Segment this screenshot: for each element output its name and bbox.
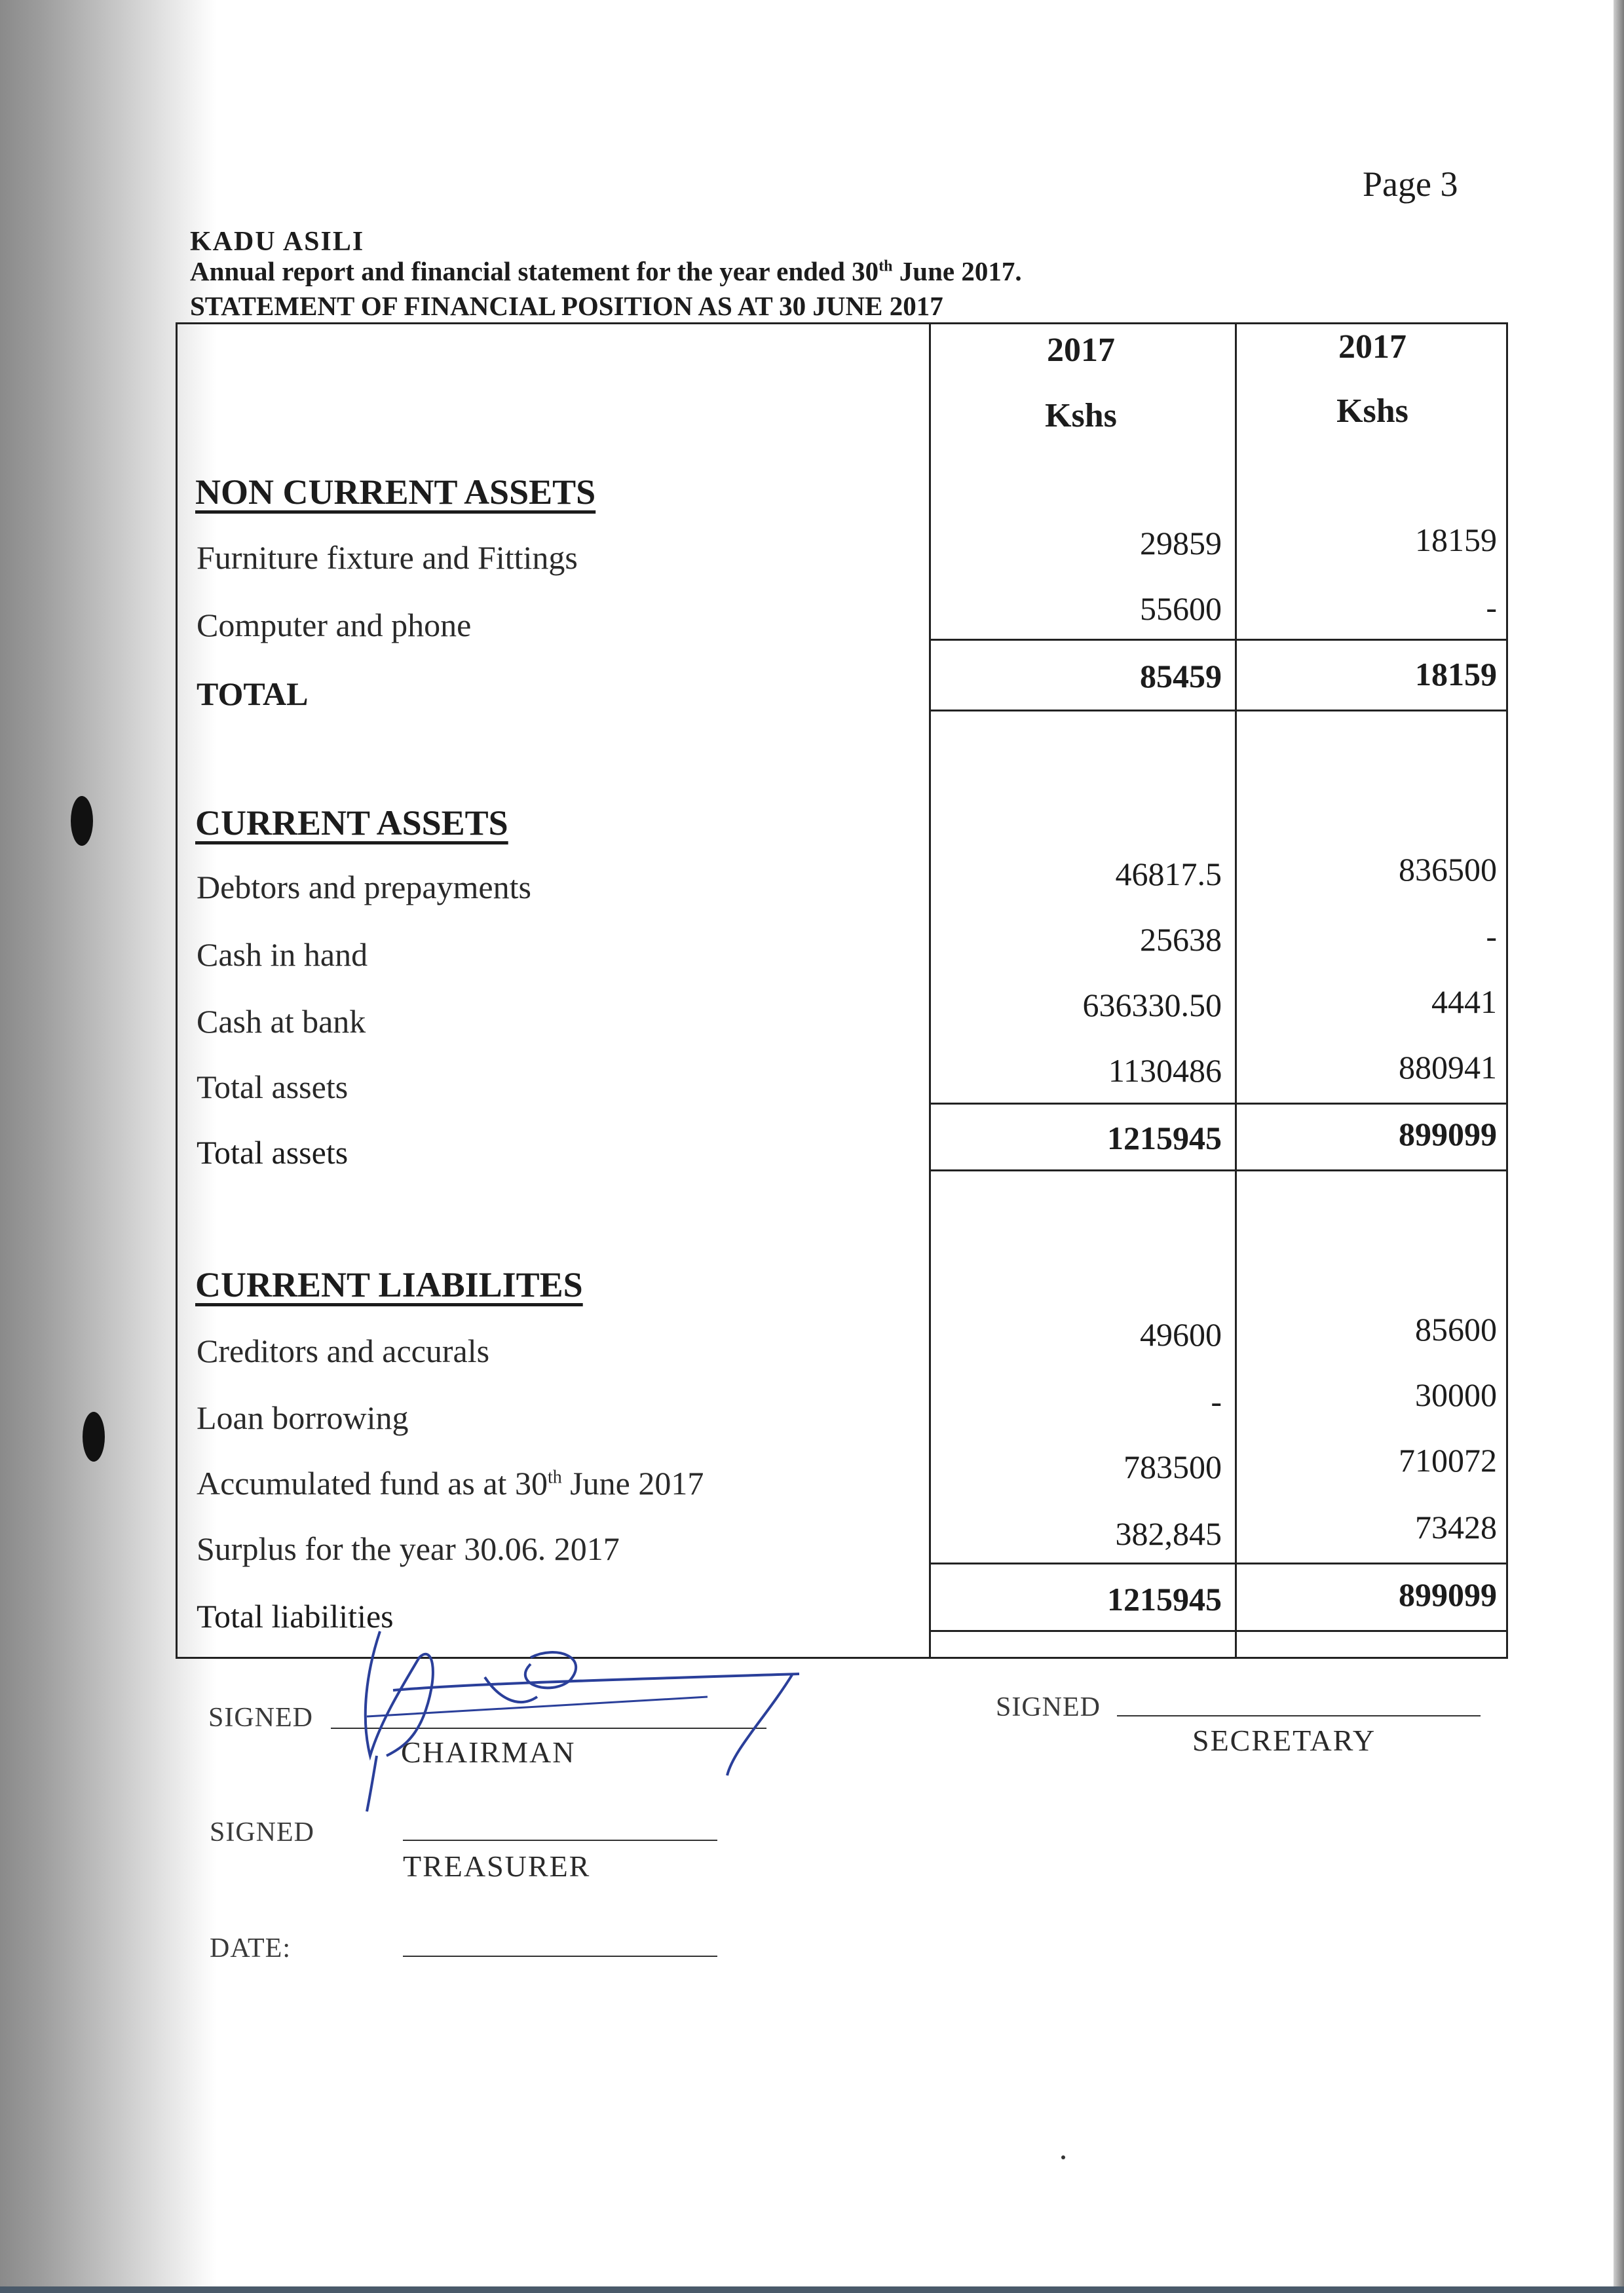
value-cell: 55600 bbox=[1140, 590, 1222, 627]
organization-name: KADU ASILI bbox=[190, 227, 365, 257]
column-year: 2017 bbox=[1047, 332, 1115, 369]
scan-edge bbox=[1614, 0, 1624, 2293]
column-divider bbox=[929, 322, 931, 1659]
section-heading: CURRENT LIABILITES bbox=[195, 1265, 583, 1304]
signed-label: SIGNED bbox=[208, 1703, 313, 1733]
column-unit: Kshs bbox=[1045, 397, 1117, 434]
row-label: Furniture fixture and Fittings bbox=[197, 539, 578, 576]
total-value: 18159 bbox=[1415, 656, 1497, 692]
section-heading: CURRENT ASSETS bbox=[195, 803, 508, 843]
section-heading: NON CURRENT ASSETS bbox=[195, 472, 596, 512]
value-cell: 880941 bbox=[1399, 1049, 1497, 1086]
column-divider bbox=[1235, 322, 1237, 1659]
row-label: Debtors and prepayments bbox=[197, 869, 531, 905]
value-cell: 85600 bbox=[1415, 1311, 1497, 1348]
row-label: Total assets bbox=[197, 1069, 349, 1105]
total-value: 1215945 bbox=[1107, 1581, 1222, 1618]
rule bbox=[929, 1103, 1508, 1105]
value-cell: 783500 bbox=[1124, 1449, 1222, 1485]
signature-line bbox=[1117, 1715, 1481, 1716]
row-label: Cash at bank bbox=[197, 1003, 366, 1040]
statement-title: STATEMENT OF FINANCIAL POSITION AS AT 30 JUNE 2017 bbox=[190, 291, 943, 321]
row-label: Accumulated fund as at 30th June 2017 bbox=[197, 1465, 704, 1502]
signature-line bbox=[403, 1840, 717, 1841]
page-number: Page 3 bbox=[1363, 164, 1458, 204]
date-line bbox=[403, 1956, 717, 1957]
value-cell: 49600 bbox=[1140, 1316, 1222, 1353]
rule bbox=[929, 1630, 1508, 1632]
column-unit: Kshs bbox=[1336, 392, 1408, 430]
value-cell: 636330.50 bbox=[1082, 987, 1222, 1023]
value-cell: 710072 bbox=[1399, 1442, 1497, 1479]
scan-bottom-edge bbox=[0, 2286, 1624, 2293]
punch-hole bbox=[71, 796, 93, 846]
value-cell: 29859 bbox=[1140, 525, 1222, 561]
report-subtitle: Annual report and financial statement for the year ended 30th June 2017. bbox=[190, 256, 1022, 286]
value-cell: 4441 bbox=[1431, 983, 1497, 1020]
rule bbox=[929, 710, 1508, 711]
secretary-label: SECRETARY bbox=[1192, 1724, 1376, 1757]
rule bbox=[929, 1169, 1508, 1171]
treasurer-label: TREASURER bbox=[403, 1849, 591, 1883]
rule bbox=[929, 639, 1508, 641]
date-label: DATE: bbox=[210, 1933, 291, 1963]
value-cell: 18159 bbox=[1415, 521, 1497, 558]
row-label: Computer and phone bbox=[197, 607, 472, 643]
total-value: 899099 bbox=[1399, 1576, 1497, 1613]
scan-speck bbox=[1061, 2155, 1065, 2159]
value-cell: 382,845 bbox=[1115, 1515, 1222, 1552]
value-cell: 25638 bbox=[1140, 921, 1222, 958]
total-value: 85459 bbox=[1140, 658, 1222, 694]
total-value: 1215945 bbox=[1107, 1120, 1222, 1156]
chairman-label: CHAIRMAN bbox=[401, 1735, 576, 1769]
value-cell: 1130486 bbox=[1108, 1052, 1222, 1089]
value-cell: - bbox=[1486, 918, 1497, 955]
total-label: Total assets bbox=[197, 1134, 349, 1171]
rule bbox=[929, 1563, 1508, 1564]
total-value: 899099 bbox=[1399, 1116, 1497, 1152]
total-label: TOTAL bbox=[197, 675, 309, 712]
punch-hole bbox=[83, 1412, 105, 1462]
value-cell: 73428 bbox=[1415, 1509, 1497, 1545]
row-label: Cash in hand bbox=[197, 936, 368, 973]
value-cell: - bbox=[1486, 589, 1497, 626]
signed-label: SIGNED bbox=[996, 1692, 1101, 1722]
row-label: Loan borrowing bbox=[197, 1399, 409, 1436]
value-cell: 836500 bbox=[1399, 851, 1497, 888]
signed-label: SIGNED bbox=[210, 1817, 314, 1848]
total-label: Total liabilities bbox=[197, 1598, 394, 1635]
value-cell: 46817.5 bbox=[1115, 856, 1222, 892]
value-cell: - bbox=[1211, 1383, 1222, 1420]
chairman-signature bbox=[341, 1618, 825, 1815]
row-label: Surplus for the year 30.06. 2017 bbox=[197, 1530, 620, 1567]
row-label: Creditors and accurals bbox=[197, 1333, 490, 1369]
column-year: 2017 bbox=[1338, 328, 1407, 366]
value-cell: 30000 bbox=[1415, 1376, 1497, 1413]
